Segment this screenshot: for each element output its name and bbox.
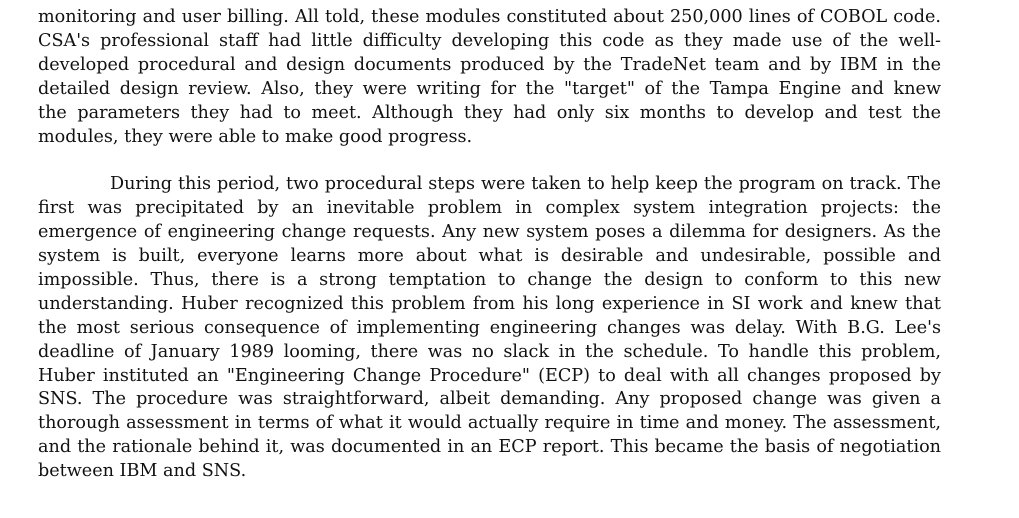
paragraph-spacer <box>38 149 941 173</box>
text-line: detailed design review. Also, they were writing for the "target" of the Tampa Engine and knew <box>38 78 941 99</box>
text-line: monitoring and user billing. All told, these modules constituted about 250,000 lines of COBOL code. <box>38 7 941 27</box>
text-line: system is built, everyone learns more about what is desirable and undesirable, possible and <box>38 246 941 267</box>
paragraph-1 <box>38 6 941 149</box>
text-line: emergence of engineering change requests. Any new system poses a dilemma for designers. As the <box>38 222 941 243</box>
text-line: between IBM and SNS. <box>38 461 247 482</box>
text-line: understanding. Huber recognized this problem from his long experience in SI work and knew that <box>38 293 941 314</box>
text-line: deadline of January 1989 looming, there was no slack in the schedule. To handle this problem, <box>38 341 941 362</box>
text-line: the most serious consequence of implementing engineering changes was delay. With B.G. Lee's <box>38 317 941 338</box>
text-line: Huber instituted an "Engineering Change Procedure" (ECP) to deal with all changes proposed by <box>38 365 941 386</box>
text-line: impossible. Thus, there is a strong temptation to change the design to conform to this new <box>38 269 941 290</box>
document-page <box>38 6 941 484</box>
text-line: modules, they were able to make good progress. <box>38 126 473 147</box>
text-line: developed procedural and design documents produced by the TradeNet team and by IBM in the <box>38 54 941 75</box>
text-line: thorough assessment in terms of what it would actually require in time and money. The assessment, <box>38 413 941 434</box>
paragraph-2 <box>38 173 941 484</box>
text-line: SNS. The procedure was straightforward, albeit demanding. Any proposed change was given a <box>38 389 941 410</box>
text-line: CSA's professional staff had little difficulty developing this code as they made use of the well- <box>38 30 941 51</box>
text-line: the parameters they had to meet. Although they had only six months to develop and test the <box>38 102 941 123</box>
text-line: and the rationale behind it, was documented in an ECP report. This became the basis of negotiation <box>38 437 941 458</box>
text-line: During this period, two procedural steps were taken to help keep the program on track. The <box>110 174 941 195</box>
text-line: first was precipitated by an inevitable problem in complex system integration projects: the <box>38 198 941 219</box>
